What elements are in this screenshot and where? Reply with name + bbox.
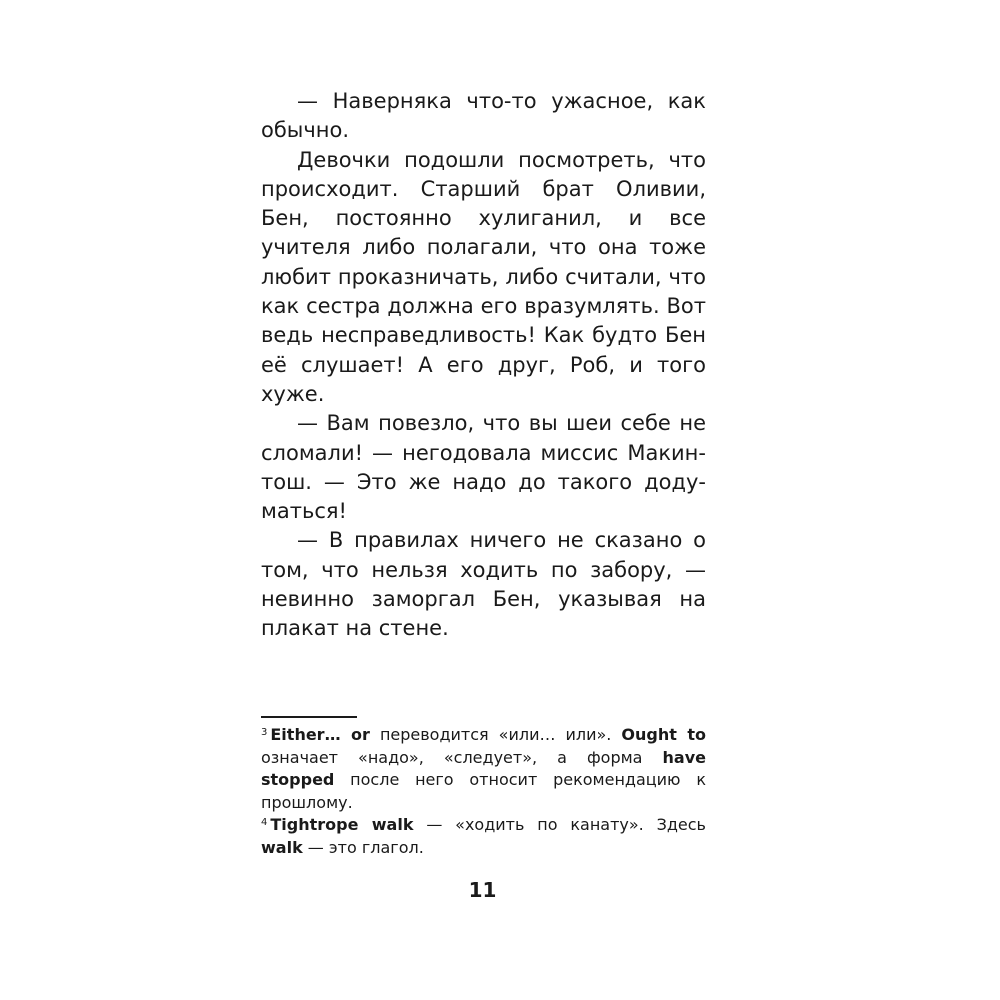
footnote-3 (261, 724, 706, 814)
main-text (261, 87, 706, 644)
footnotes (261, 724, 706, 860)
footnote-term: Tightrope walk (270, 815, 414, 835)
footnote-term: Ought to (621, 725, 706, 744)
footnote-text: после него относит рекомендацию к прошлому. (261, 770, 706, 812)
footnote-text: — это глагол. (302, 837, 424, 857)
footnote-term: Either… or (270, 725, 370, 744)
footnote-text: означает «надо», «следует», а форма (261, 747, 663, 767)
paragraph-2: Девочки подошли посмотреть, что происходит. Старший брат Оливии, Бен, постоянно хулиганил, и все учителя либо полагали, что она тоже любит проказничать, либо считали, что как сестра должна его вразумлять. Вот ведь несправедливость! Как будто Бен её слушает! А его друг, Роб, и того хуже. (261, 147, 706, 406)
footnote-text: переводится «или… или». (369, 725, 622, 744)
footnote-separator (261, 716, 357, 718)
footnote-term: have stopped (261, 747, 706, 790)
footnote-text: — «ходить по канату». Здесь (413, 815, 706, 835)
footnote-marker: 4 (261, 817, 268, 829)
footnote-marker: 3 (261, 727, 268, 738)
paragraph-3: — Вам повезло, что вы шеи себе не сломали! — негодовала миссис Макинтош. — Это же надо до такого додуматься! (261, 411, 706, 524)
paragraph-4: — В правилах ничего не сказано о том, что нельзя ходить по забору, — невинно заморгал Бен, указывая на плакат на стене. (261, 528, 706, 641)
footnote-term: walk (261, 837, 303, 857)
footnote-4 (261, 814, 706, 859)
paragraph-1: — Наверняка что-то ужасное, как обычно. (261, 89, 706, 143)
page-number: 11 (468, 878, 497, 902)
